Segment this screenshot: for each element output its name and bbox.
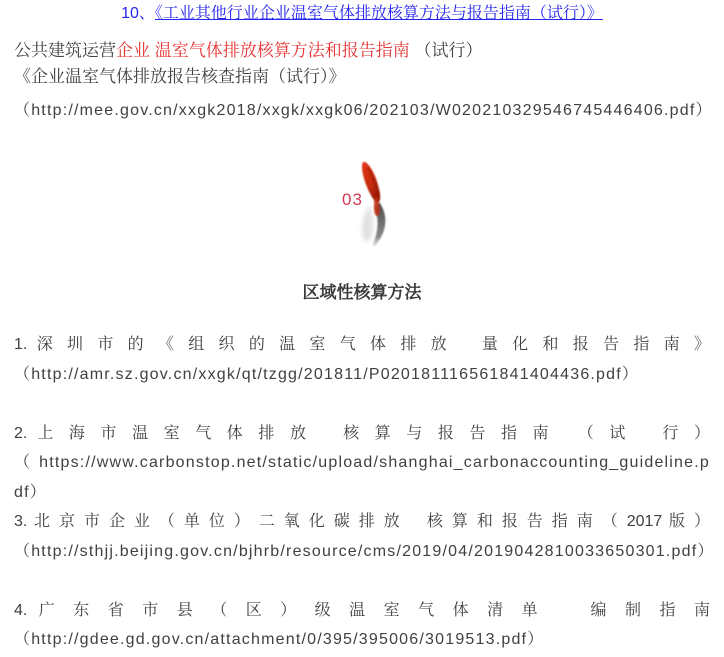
list-item-url: （http://gdee.gd.gov.cn/attachment/0/395/395006/3019513.pdf） (14, 631, 545, 648)
list-item-title: 4. 广 东 省 市 县 （ 区 ） 级 温 室 气 体 清 单 编 制 指 南 (14, 601, 710, 619)
doc-heading-number: 10、 (121, 5, 155, 22)
reference-list (14, 330, 715, 655)
intro-line1-red-segment: 企业 温室气体排放核算方法和报告指南 (116, 41, 410, 60)
doc-title-link[interactable]: 《工业其他行业企业温室气体排放核算方法与报告指南（试行）》 (154, 5, 603, 22)
list-item-title: 2. 上 海 市 温 室 气 体 排 放 核 算 与 报 告 指 南 （ 试 行 ） (14, 424, 710, 442)
page-break-block (14, 158, 710, 254)
page-number: 03 (342, 190, 363, 209)
intro-line1-black-segment: 公共建筑运营 (14, 41, 116, 60)
intro-line1-tail-segment: （试行） (409, 41, 483, 60)
koi-fish-brush-icon (352, 158, 412, 255)
list-item-title: 3. 北 京 市 企 业 （ 单 位 ） 二 氧 化 碳 排 放 核 算 和 报 告 指 南 （ 2017 版 ） (14, 513, 710, 530)
list-item-title: 1. 深 圳 市 的 《 组 织 的 温 室 气 体 排 放 量 化 和 报 告 指 南 》 (14, 336, 710, 353)
list-item-url: （http://amr.sz.gov.cn/xxgk/qt/tzgg/201811/P020181116561841404436.pdf） (14, 365, 640, 383)
list-item (14, 330, 710, 419)
list-item-url: （http://sthjj.beijing.gov.cn/bjhrb/resource/cms/2019/04/2019042810033650301.pdf） (14, 542, 715, 560)
intro-line-1 (14, 38, 710, 64)
list-item (14, 507, 715, 596)
list-item (14, 596, 710, 655)
intro-line-2: 《企业温室气体排放报告核查指南（试行）》 (14, 67, 346, 86)
doc-heading (14, 0, 710, 24)
intro-url-text: （http://mee.gov.cn/xxgk2018/xxgk/xxgk06/202103/W020210329546745446406.pdf） (14, 102, 713, 119)
section-heading: 区域性核算方法 (302, 283, 422, 302)
list-item (14, 419, 710, 508)
list-item-url: （https://www.carbonstop.net/static/upload/shanghai_carbonaccounting_guideline.pdf） (14, 454, 710, 501)
